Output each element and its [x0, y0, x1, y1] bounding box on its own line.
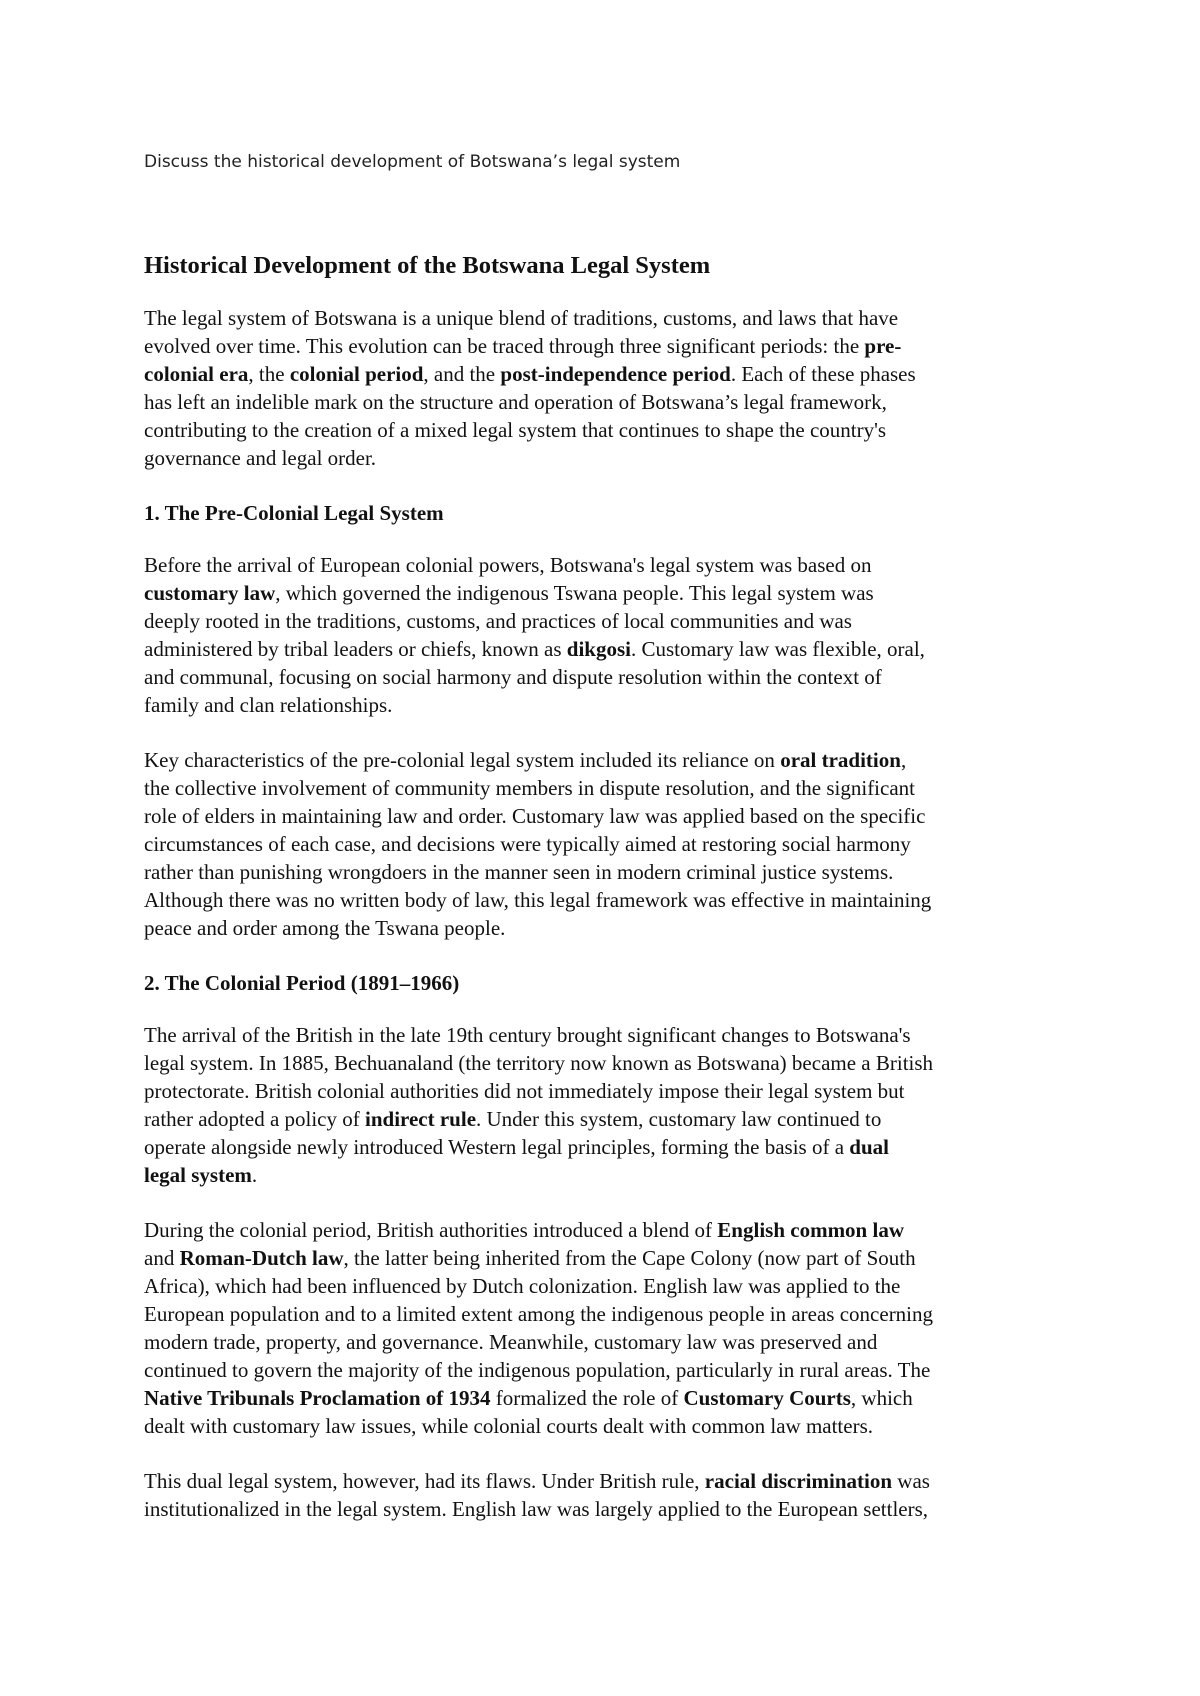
- text-run: institutionalized in the legal system. English law was largely applied to the European settlers,: [144, 1497, 929, 1521]
- text-run: role of elders in maintaining law and order. Customary law was applied based on the specific: [144, 804, 926, 828]
- paragraph-line: [144, 858, 1084, 886]
- paragraph-line: [144, 802, 1084, 830]
- paragraph-line: [144, 1467, 1084, 1495]
- text-run: has left an indelible mark on the structure and operation of Botswana’s legal framework,: [144, 390, 887, 414]
- paragraph-line: [144, 635, 1084, 663]
- text-run: , which: [850, 1386, 913, 1410]
- text-run: contributing to the creation of a mixed legal system that continues to shape the country's: [144, 418, 887, 442]
- paragraph-line: [144, 1077, 1084, 1105]
- document-sections: [144, 304, 1084, 1523]
- bold-term: oral tradition: [780, 748, 901, 772]
- text-run: The arrival of the British in the late 19th century brought significant changes to Botswana's: [144, 1023, 911, 1047]
- text-run: continued to govern the majority of the indigenous population, particularly in rural areas. The: [144, 1358, 931, 1382]
- paragraph-line: [144, 1300, 1084, 1328]
- bold-term: post-independence period: [500, 362, 731, 386]
- body-paragraph: [144, 304, 1084, 472]
- paragraph-line: [144, 1244, 1084, 1272]
- text-run: legal system. In 1885, Bechuanaland (the territory now known as Botswana) became a British: [144, 1051, 934, 1075]
- assignment-prompt: Discuss the historical development of Botswana’s legal system: [144, 152, 681, 172]
- paragraph-line: [144, 1272, 1084, 1300]
- paragraph-line: [144, 607, 1084, 635]
- bold-term: legal system: [144, 1163, 252, 1187]
- bold-term: dual: [849, 1135, 889, 1159]
- document-body: [144, 250, 1084, 1550]
- text-run: , which governed the indigenous Tswana people. This legal system was: [275, 581, 874, 605]
- body-paragraph: [144, 746, 1084, 942]
- bold-term: Native Tribunals Proclamation of 1934: [144, 1386, 491, 1410]
- paragraph-line: [144, 691, 1084, 719]
- text-run: Key characteristics of the pre-colonial legal system included its reliance on: [144, 748, 781, 772]
- text-run: The legal system of Botswana is a unique blend of traditions, customs, and laws that have: [144, 306, 899, 330]
- paragraph-line: [144, 1021, 1084, 1049]
- text-run: , and the: [423, 362, 501, 386]
- text-run: , the latter being inherited from the Cape Colony (now part of South: [343, 1246, 916, 1270]
- text-run: ,: [900, 748, 907, 772]
- paragraph-line: [144, 886, 1084, 914]
- text-run: . Each of these phases: [730, 362, 916, 386]
- paragraph-line: [144, 1133, 1084, 1161]
- bold-term: racial discrimination: [704, 1469, 893, 1493]
- bold-term: English common law: [717, 1218, 904, 1242]
- paragraph-line: [144, 551, 1084, 579]
- document-title: Historical Development of the Botswana Legal System: [144, 252, 711, 279]
- text-run: evolved over time. This evolution can be traced through three significant periods: the: [144, 334, 865, 358]
- text-run: This dual legal system, however, had its flaws. Under British rule,: [144, 1469, 705, 1493]
- text-run: modern trade, property, and governance. Meanwhile, customary law was preserved and: [144, 1330, 878, 1354]
- bold-term: Roman-Dutch law: [179, 1246, 344, 1270]
- bold-term: dikgosi: [566, 637, 631, 661]
- text-run: family and clan relationships.: [144, 693, 393, 717]
- bold-term: customary law: [144, 581, 276, 605]
- body-paragraph: [144, 1021, 1084, 1189]
- bold-term: colonial era: [144, 362, 249, 386]
- paragraph-line: [144, 1161, 1084, 1189]
- paragraph-line: [144, 1356, 1084, 1384]
- text-run: dealt with customary law issues, while colonial courts dealt with common law matters.: [144, 1414, 874, 1438]
- text-run: and: [144, 1246, 180, 1270]
- paragraph-line: [144, 416, 1084, 444]
- paragraph-line: [144, 1328, 1084, 1356]
- text-run: circumstances of each case, and decisions were typically aimed at restoring social harmony: [144, 832, 911, 856]
- paragraph-line: [144, 332, 1084, 360]
- paragraph-line: [144, 1412, 1084, 1440]
- text-run: peace and order among the Tswana people.: [144, 916, 506, 940]
- paragraph-line: [144, 360, 1084, 388]
- text-run: Before the arrival of European colonial powers, Botswana's legal system was based on: [144, 553, 872, 577]
- text-run: administered by tribal leaders or chiefs, known as: [144, 637, 567, 661]
- paragraph-line: [144, 304, 1084, 332]
- text-run: . Under this system, customary law continued to: [476, 1107, 882, 1131]
- text-run: Although there was no written body of law, this legal framework was effective in maintaining: [144, 888, 932, 912]
- bold-term: Customary Courts: [683, 1386, 851, 1410]
- bold-term: colonial period: [289, 362, 424, 386]
- paragraph-line: [144, 746, 1084, 774]
- text-run: Africa), which had been influenced by Dutch colonization. English law was applied to the: [144, 1274, 901, 1298]
- text-run: operate alongside newly introduced Western legal principles, forming the basis of a: [144, 1135, 850, 1159]
- bold-term: pre-: [864, 334, 902, 358]
- paragraph-line: [144, 914, 1084, 942]
- paragraph-line: [144, 1495, 1084, 1523]
- text-run: formalized the role of: [490, 1386, 684, 1410]
- section-heading: 1. The Pre-Colonial Legal System: [144, 501, 444, 525]
- paragraph-line: [144, 579, 1084, 607]
- text-run: the collective involvement of community members in dispute resolution, and the significant: [144, 776, 915, 800]
- text-run: governance and legal order.: [144, 446, 377, 470]
- paragraph-line: [144, 1384, 1084, 1412]
- text-run: , the: [248, 362, 290, 386]
- section-heading: 2. The Colonial Period (1891–1966): [144, 971, 460, 995]
- paragraph-line: [144, 1105, 1084, 1133]
- text-run: deeply rooted in the traditions, customs, and practices of local communities and was: [144, 609, 852, 633]
- paragraph-line: [144, 774, 1084, 802]
- paragraph-line: [144, 1049, 1084, 1077]
- text-run: was: [892, 1469, 930, 1493]
- paragraph-line: [144, 663, 1084, 691]
- body-paragraph: [144, 551, 1084, 719]
- text-run: European population and to a limited extent among the indigenous people in areas concerning: [144, 1302, 934, 1326]
- paragraph-line: [144, 830, 1084, 858]
- text-run: .: [251, 1163, 258, 1187]
- bold-term: indirect rule: [365, 1107, 477, 1131]
- text-run: rather than punishing wrongdoers in the manner seen in modern criminal justice systems.: [144, 860, 894, 884]
- text-run: During the colonial period, British authorities introduced a blend of: [144, 1218, 718, 1242]
- body-paragraph: [144, 1467, 1084, 1523]
- text-run: protectorate. British colonial authorities did not immediately impose their legal system but: [144, 1079, 905, 1103]
- paragraph-line: [144, 444, 1084, 472]
- text-run: rather adopted a policy of: [144, 1107, 365, 1131]
- text-run: . Customary law was flexible, oral,: [631, 637, 925, 661]
- body-paragraph: [144, 1216, 1084, 1440]
- paragraph-line: [144, 1216, 1084, 1244]
- paragraph-line: [144, 388, 1084, 416]
- text-run: and communal, focusing on social harmony and dispute resolution within the context of: [144, 665, 882, 689]
